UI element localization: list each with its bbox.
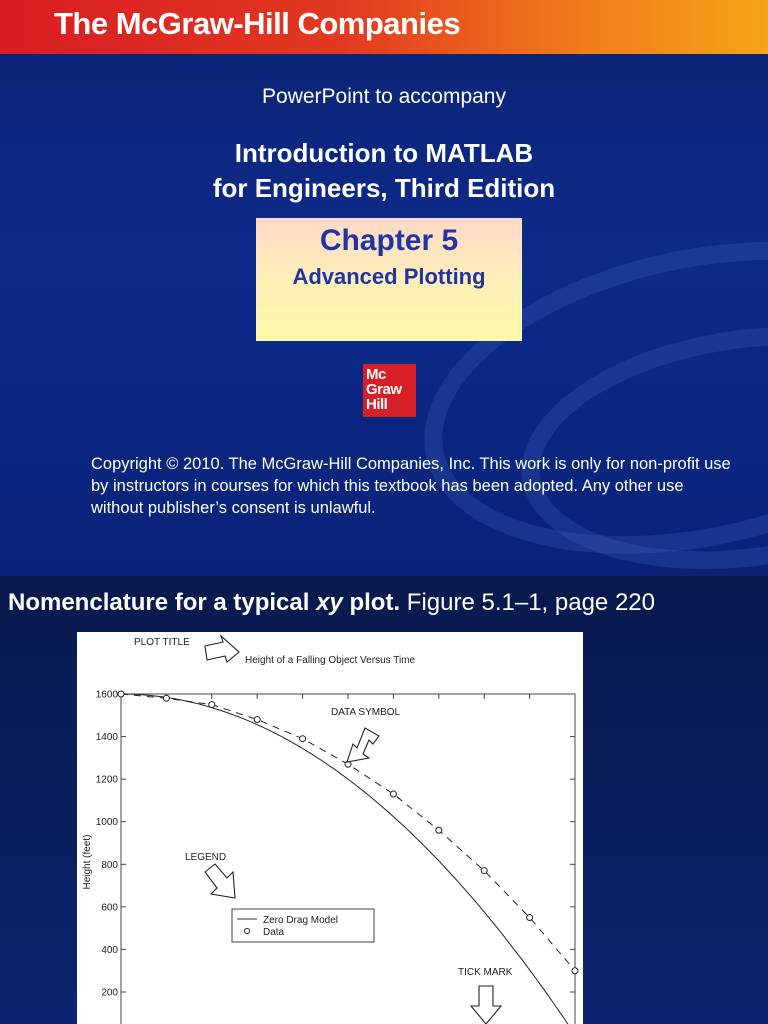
y-tick-label: 800 — [101, 859, 118, 871]
data-point — [300, 736, 306, 742]
y-ticks — [96, 690, 575, 999]
data-point — [436, 827, 442, 833]
y-tick-label: 1200 — [95, 774, 118, 786]
legend-entry-data: Data — [263, 927, 285, 938]
arrow-icon — [347, 728, 379, 762]
copyright-notice: Copyright © 2010. The McGraw-Hill Companies, Inc. This work is only for non-profit use by instructors in courses for which this textbook has been adopted. Any other use without publisher’s consent is unlawful. — [91, 455, 731, 517]
plot-title: Height of a Falling Object Versus Time — [245, 655, 416, 666]
logo-line: Hill — [366, 396, 388, 413]
slide-title-prefix: Nomenclature for a typical — [8, 589, 317, 616]
arrow-icon — [205, 636, 239, 662]
y-axis-label: Height (feet) — [82, 834, 93, 890]
legend-entry-zero-drag: Zero Drag Model — [263, 915, 339, 926]
book-title — [0, 136, 768, 206]
data-point — [118, 691, 124, 697]
arrow-icon — [205, 864, 235, 898]
slide-title-reference: Figure 5.1–1, page 220 — [400, 589, 655, 616]
annotation-plot-title: PLOT TITLE — [134, 637, 190, 648]
slide-title-suffix: plot. — [342, 589, 401, 616]
annotation-tick-mark: TICK MARK — [458, 967, 513, 978]
chapter-subtitle: Advanced Plotting — [292, 264, 486, 289]
slide-title-xy: xy — [316, 589, 343, 616]
banner-title: The McGraw-Hill Companies — [54, 6, 461, 41]
annotation-legend: LEGEND — [185, 852, 227, 863]
chapter-box — [256, 218, 522, 341]
mcgraw-hill-logo — [363, 364, 416, 417]
powerpoint-line: PowerPoint to accompany — [262, 85, 506, 108]
plot-slide — [0, 576, 768, 1024]
data-point — [527, 915, 533, 921]
data-point — [254, 717, 260, 723]
slide-title — [8, 589, 655, 617]
data-point — [390, 791, 396, 797]
book-title-line2: for Engineers, Third Edition — [212, 173, 556, 203]
xy-plot — [77, 632, 583, 1024]
y-tick-label: 1600 — [95, 689, 118, 701]
logo-line: Graw — [366, 381, 402, 398]
y-tick-label: 400 — [101, 944, 118, 956]
annotation-data-symbol: DATA SYMBOL — [331, 707, 401, 718]
book-title-line1: Introduction to MATLAB — [234, 138, 534, 168]
publisher-banner — [0, 0, 768, 54]
y-tick-label: 1400 — [95, 732, 118, 744]
data-point — [481, 868, 487, 874]
y-tick-label: 600 — [101, 902, 118, 914]
arrow-icon — [471, 986, 501, 1024]
chapter-number: Chapter 5 — [319, 224, 459, 257]
figure-image — [77, 632, 583, 1024]
data-point — [209, 702, 215, 708]
data-point — [163, 695, 169, 701]
y-tick-label: 1000 — [95, 817, 118, 829]
y-tick-label: 200 — [101, 987, 118, 999]
data-point — [572, 968, 578, 974]
logo-line: Mc — [366, 366, 386, 383]
